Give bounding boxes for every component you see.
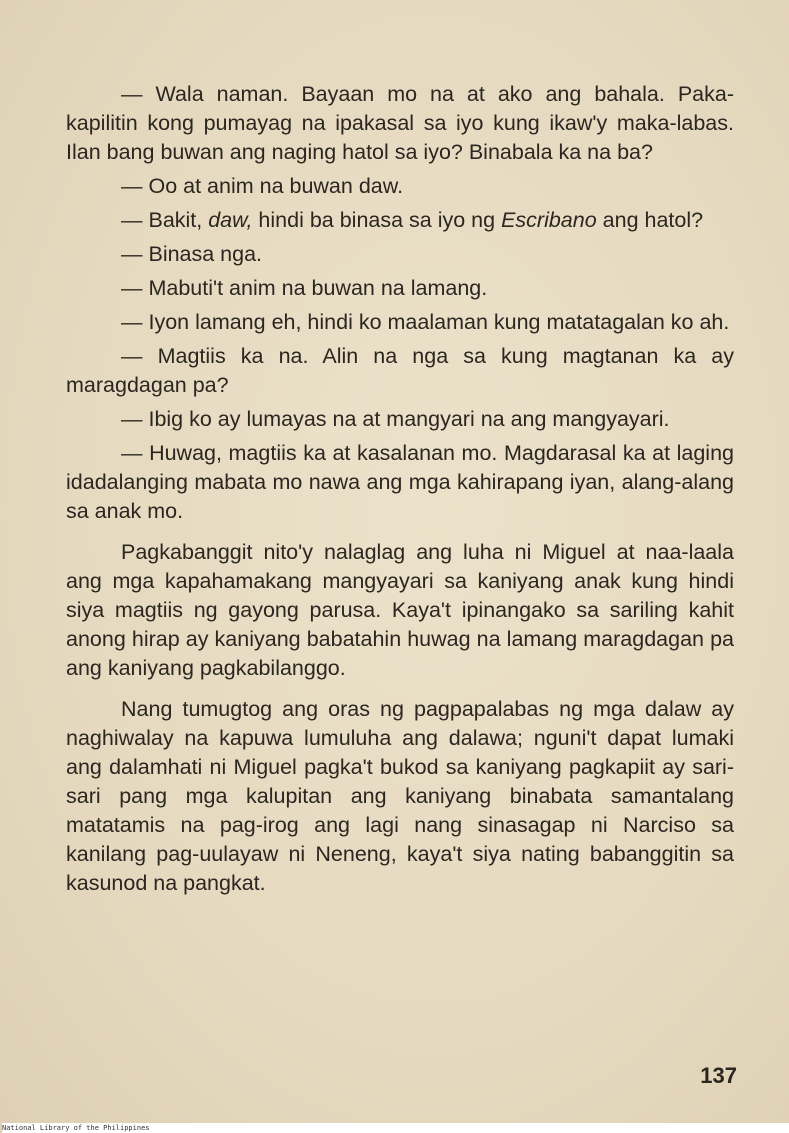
dialogue-line: — Mabuti't anim na buwan na lamang. xyxy=(121,276,488,300)
page-number: 137 xyxy=(700,1063,737,1088)
library-footer: National Library of the Philippines xyxy=(2,1123,789,1133)
dialogue-line: — Oo at anim na buwan daw. xyxy=(121,174,404,198)
italic-word: Escribano xyxy=(501,208,597,232)
dialogue-line: — Binasa nga. xyxy=(121,242,263,266)
italic-word: daw, xyxy=(208,208,253,232)
dialogue-line: — Wala naman. Bayaan mo na at ako ang bahala. Paka-kapilitin kong pumayag na ipakasal sa iyo kung ikaw'y maka-labas. Ilan bang buwan ang naging hatol sa iyo? Binabala ka na ba? xyxy=(66,82,734,164)
dialogue-line: — Ibig ko ay lumayas na at mangyari na ang mangyayari. xyxy=(121,407,670,431)
dialogue-line: — Magtiis ka na. Alin na nga sa kung magtanan ka ay maragdagan pa? xyxy=(66,344,734,397)
dialogue-line xyxy=(66,206,734,235)
body-text xyxy=(66,80,734,910)
narrative-paragraph: Nang tumugtog ang oras ng pagpapalabas ng mga dalaw ay naghiwalay na kapuwa lumuluha ang dalawa; nguni't dapat lumaki ang dalamhati ni Miguel pagka't bukod sa kaniyang pagkapiit ay sari-sari pang mga kalupitan ang kaniyang binabata samantalang matatamis na pag-irog ang lagi nang sinasagap ni Narciso sa kanilang pag-uulayaw ni Neneng, kaya't siya nating babanggitin sa kasunod na pangkat. xyxy=(66,697,734,895)
dialogue-line: — Iyon lamang eh, hindi ko maalaman kung matatagalan ko ah. xyxy=(121,310,730,334)
dialogue-text: ang hatol? xyxy=(596,208,704,232)
dialogue-text: hindi ba binasa sa iyo ng xyxy=(252,208,502,232)
narrative-paragraph: Pagkabanggit nito'y nalaglag ang luha ni Miguel at naa-laala ang mga kapahamakang mangyayari sa kaniyang anak kung hindi siya magtiis ng gayong parusa. Kaya't ipinangako sa sariling kahit anong hirap ay kaniyang babatahin huwag na lamang maragdagan pa ang kaniyang pagkabilanggo. xyxy=(66,540,734,680)
dialogue-line: — Huwag, magtiis ka at kasalanan mo. Magdarasal ka at laging idadalanging mabata mo nawa ang mga kahirapang iyan, alang-alang sa anak mo. xyxy=(66,441,734,523)
dialogue-text: — Bakit, xyxy=(121,208,209,232)
